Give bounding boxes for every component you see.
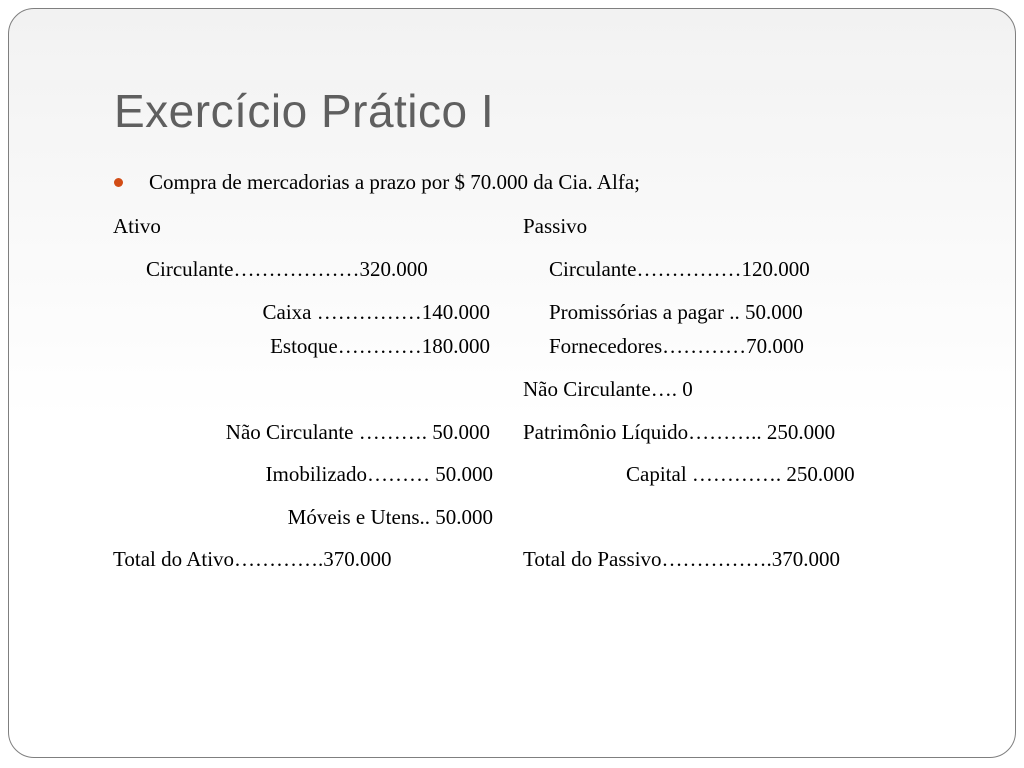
ativo-caixa: Caixa ……………140.000 (262, 300, 490, 324)
passivo-fornecedores: Fornecedores…………70.000 (549, 334, 804, 358)
passivo-patrimonio: Patrimônio Líquido……….. 250.000 (523, 420, 836, 444)
bullet-dot-icon (114, 178, 123, 187)
passivo-promissorias: Promissórias a pagar .. 50.000 (549, 300, 803, 324)
passivo-header: Passivo (523, 214, 588, 238)
ativo-nao-circulante: Não Circulante ………. 50.000 (225, 420, 490, 444)
ativo-total: Total do Ativo………….370.000 (113, 547, 392, 571)
slide-title: Exercício Prático I (114, 85, 495, 137)
passivo-total: Total do Passivo…………….370.000 (523, 547, 841, 571)
ativo-estoque: Estoque…………180.000 (270, 334, 490, 358)
ativo-moveis: Móveis e Utens.. 50.000 (287, 505, 493, 529)
ativo-imobilizado: Imobilizado……… 50.000 (265, 462, 493, 486)
ativo-circulante: Circulante………………320.000 (146, 257, 428, 281)
bullet-text: Compra de mercadorias a prazo por $ 70.000 da Cia. Alfa; (149, 170, 641, 194)
ativo-header: Ativo (113, 214, 161, 238)
passivo-capital: Capital …………. 250.000 (626, 462, 855, 486)
passivo-nao-circulante: Não Circulante…. 0 (523, 377, 693, 401)
passivo-circulante: Circulante……………120.000 (549, 257, 810, 281)
